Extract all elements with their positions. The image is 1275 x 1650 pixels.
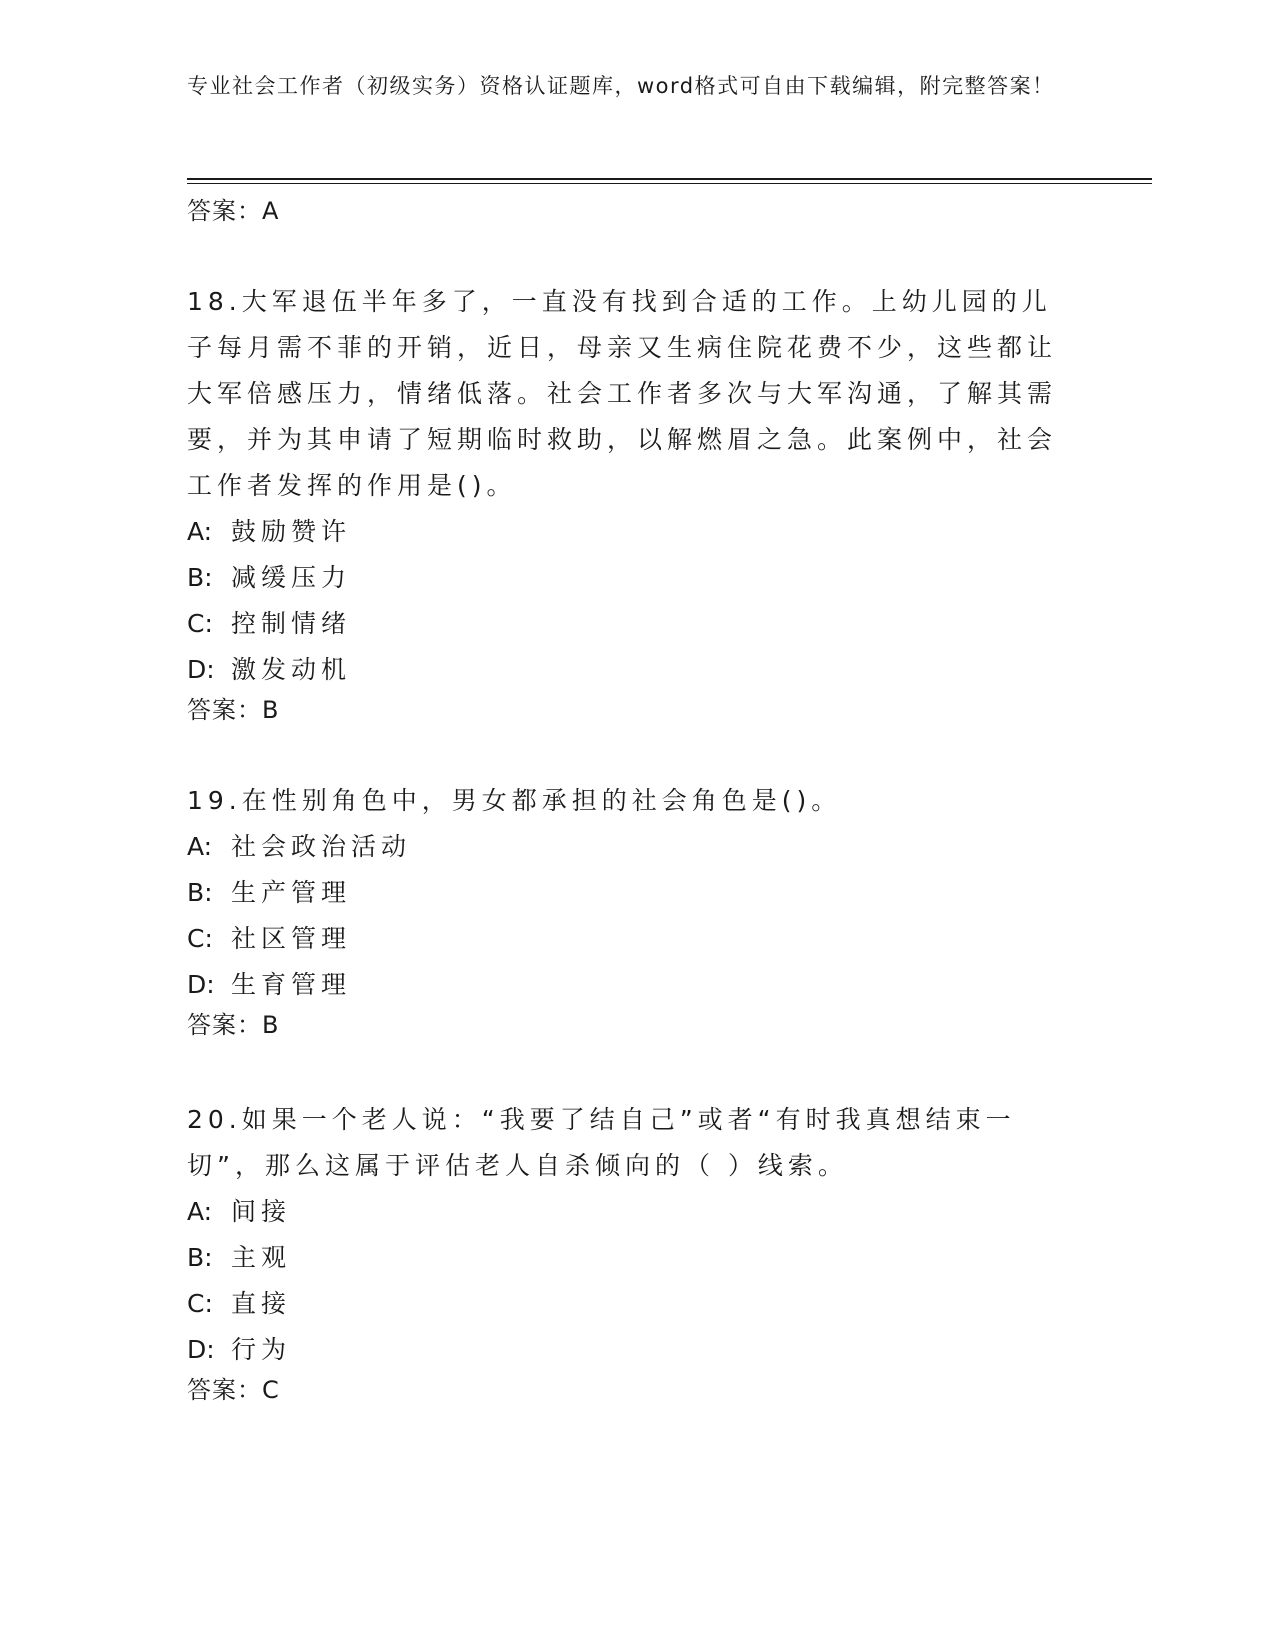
option-text: 社会政治活动	[231, 832, 412, 861]
question-stem: 19.在性别角色中，男女都承担的社会角色是()。	[187, 786, 842, 815]
question-answer: 答案：B	[187, 696, 280, 724]
option-b	[187, 870, 1067, 916]
option-letter: B:	[187, 878, 213, 907]
option-d	[187, 647, 1067, 693]
option-letter: C:	[187, 609, 213, 638]
option-text: 间接	[231, 1197, 292, 1226]
option-text: 行为	[231, 1335, 292, 1364]
option-letter: D:	[187, 655, 215, 684]
option-letter: C:	[187, 1289, 213, 1318]
previous-answer: 答案：A	[187, 197, 280, 225]
option-text: 社区管理	[231, 924, 352, 953]
option-letter: D:	[187, 970, 215, 999]
option-b	[187, 555, 1067, 601]
option-text: 直接	[231, 1289, 292, 1318]
option-d	[187, 1327, 1067, 1373]
header-rule-thin	[187, 183, 1152, 184]
option-text: 鼓励赞许	[231, 517, 352, 546]
question-answer: 答案：C	[187, 1376, 280, 1404]
option-d	[187, 962, 1067, 1008]
option-c	[187, 601, 1067, 647]
question-18	[187, 279, 1067, 725]
option-letter: D:	[187, 1335, 215, 1364]
option-text: 减缓压力	[231, 563, 352, 592]
option-letter: C:	[187, 924, 213, 953]
option-letter: A:	[187, 832, 213, 861]
option-letter: B:	[187, 1243, 213, 1272]
question-stem: 20.如果一个老人说：“我要了结自己”或者“有时我真想结束一切”，那么这属于评估老人自杀倾向的（ ）线索。	[187, 1105, 1016, 1180]
question-answer: 答案：B	[187, 1011, 280, 1039]
option-text: 生产管理	[231, 878, 352, 907]
option-a	[187, 824, 1067, 870]
header-rule-thick	[187, 178, 1152, 180]
question-19	[187, 778, 1067, 1040]
option-b	[187, 1235, 1067, 1281]
option-c	[187, 1281, 1067, 1327]
question-stem: 18.大军退伍半年多了，一直没有找到合适的工作。上幼儿园的儿子每月需不菲的开销，近日，母亲又生病住院花费不少，这些都让大军倍感压力，情绪低落。社会工作者多次与大军沟通，了解其需要，并为其申请了短期临时救助，以解燃眉之急。此案例中，社会工作者发挥的作用是()。	[187, 287, 1058, 500]
option-a	[187, 509, 1067, 555]
option-letter: A:	[187, 517, 213, 546]
document-header: 专业社会工作者（初级实务）资格认证题库，word格式可自由下载编辑，附完整答案！	[187, 74, 1055, 98]
option-text: 主观	[231, 1243, 292, 1272]
option-c	[187, 916, 1067, 962]
option-a	[187, 1189, 1067, 1235]
option-text: 生育管理	[231, 970, 352, 999]
option-text: 激发动机	[231, 655, 352, 684]
option-text: 控制情绪	[231, 609, 352, 638]
option-letter: B:	[187, 563, 213, 592]
option-letter: A:	[187, 1197, 213, 1226]
question-20	[187, 1097, 1067, 1405]
